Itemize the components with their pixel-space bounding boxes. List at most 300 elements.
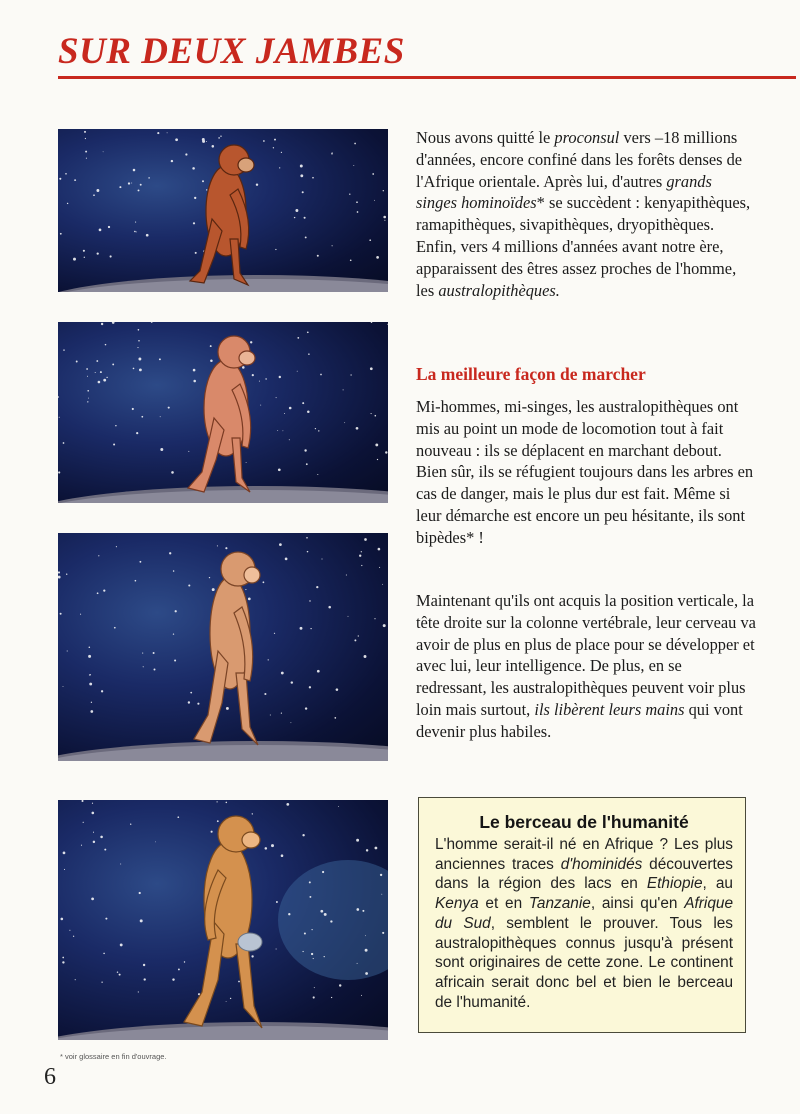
star <box>104 849 106 851</box>
star <box>138 189 140 191</box>
star <box>153 652 155 654</box>
star <box>366 849 368 851</box>
star <box>171 471 174 474</box>
star <box>377 459 378 460</box>
star <box>350 259 352 261</box>
star <box>246 462 247 463</box>
star <box>136 231 137 232</box>
star <box>331 153 333 155</box>
star <box>353 165 354 166</box>
star <box>105 344 107 346</box>
star <box>178 968 180 970</box>
star <box>62 961 64 963</box>
star <box>210 345 212 347</box>
star <box>194 197 196 199</box>
star <box>88 655 91 658</box>
star <box>382 932 384 934</box>
star <box>307 331 309 333</box>
star <box>304 932 306 934</box>
star <box>331 997 332 998</box>
star <box>139 368 142 371</box>
star <box>375 415 377 417</box>
star <box>119 974 121 976</box>
star <box>383 216 386 219</box>
star <box>387 324 388 325</box>
star <box>74 179 76 181</box>
star <box>383 624 386 627</box>
star <box>302 402 304 404</box>
star <box>108 226 110 228</box>
sidebar-text-part: , semblent le prouver. Tous les australopithèques connus jusqu'à présent sont originaires de cette zone. Le continent africain serait donc bel et bien le berceau de l'humanité. <box>435 914 733 1011</box>
star <box>193 380 196 383</box>
star <box>93 832 94 833</box>
star <box>73 936 74 937</box>
star <box>80 614 81 615</box>
star <box>380 874 382 876</box>
star <box>339 984 341 986</box>
star <box>140 919 143 922</box>
star <box>264 693 266 695</box>
star <box>137 347 138 348</box>
star <box>89 683 92 686</box>
sidebar-term: Kenya <box>435 895 479 913</box>
star <box>160 416 161 417</box>
star <box>63 686 64 687</box>
star <box>309 896 311 898</box>
star <box>300 627 303 630</box>
star <box>86 158 87 159</box>
star <box>171 160 173 162</box>
star <box>142 653 143 654</box>
intro-text: vers –18 millions d'années, encore confiné dans les forêts denses de l'Afrique orientale. Après lui, d'autres <box>416 128 743 191</box>
page-title: SUR DEUX JAMBES <box>58 31 405 72</box>
star <box>85 151 87 153</box>
star <box>206 189 207 190</box>
star <box>369 239 371 241</box>
star <box>270 715 271 716</box>
star <box>128 182 130 184</box>
star <box>281 672 284 675</box>
star <box>211 831 213 833</box>
star <box>374 200 375 201</box>
star <box>217 820 219 822</box>
star <box>101 690 103 692</box>
star <box>83 822 84 823</box>
star <box>322 871 324 873</box>
star <box>313 996 315 998</box>
star <box>336 688 339 691</box>
star <box>259 381 260 382</box>
star <box>91 898 94 901</box>
star <box>306 537 308 539</box>
star <box>305 707 307 709</box>
star <box>226 802 228 804</box>
star <box>140 184 142 186</box>
star <box>110 255 112 257</box>
star <box>188 584 190 586</box>
star <box>93 841 95 843</box>
star <box>97 592 99 594</box>
star <box>117 971 118 972</box>
star <box>289 407 292 410</box>
star <box>103 953 105 955</box>
star <box>209 577 210 578</box>
star <box>177 816 179 818</box>
star <box>263 140 265 142</box>
sidebar-text <box>435 835 733 1012</box>
star <box>361 565 362 566</box>
star <box>59 417 60 418</box>
star <box>81 800 83 802</box>
star <box>365 935 366 936</box>
star <box>374 618 375 619</box>
star <box>76 361 78 363</box>
star <box>69 930 70 931</box>
star <box>217 545 218 546</box>
star <box>93 194 95 196</box>
star <box>210 359 213 362</box>
star <box>119 186 121 188</box>
star <box>113 443 115 445</box>
star <box>364 538 367 541</box>
star <box>291 681 293 683</box>
star <box>65 173 67 175</box>
star <box>116 546 117 547</box>
star <box>84 257 85 258</box>
star <box>309 686 311 688</box>
star <box>317 670 320 673</box>
star <box>155 841 156 842</box>
star <box>173 633 174 634</box>
star <box>328 606 331 609</box>
star <box>95 372 96 373</box>
star <box>361 995 362 996</box>
star <box>324 956 325 957</box>
star <box>130 824 131 825</box>
star <box>112 322 115 324</box>
star <box>100 371 102 373</box>
star <box>365 949 368 952</box>
star <box>338 806 339 807</box>
star <box>248 598 251 601</box>
star <box>193 222 195 224</box>
star <box>279 167 280 168</box>
star <box>278 468 281 471</box>
title-rule <box>58 76 796 79</box>
star <box>132 408 134 410</box>
star <box>308 353 310 355</box>
star <box>61 918 64 921</box>
star <box>99 229 102 232</box>
intro-term-proconsul: proconsul <box>554 128 620 147</box>
intro-term-hominoides: grands singes hominoïdes <box>416 171 712 213</box>
star <box>63 442 65 444</box>
star <box>146 234 149 237</box>
star <box>265 847 268 850</box>
star <box>230 998 231 999</box>
sidebar-text-part: , au <box>702 875 733 893</box>
star <box>88 398 89 399</box>
star <box>106 377 107 378</box>
star <box>138 991 139 992</box>
star <box>288 913 290 915</box>
star <box>133 368 135 370</box>
star <box>81 845 82 846</box>
star <box>87 401 88 402</box>
star <box>357 211 359 213</box>
star <box>276 397 277 398</box>
section-paragraph-1: Mi-hommes, mi-singes, les australopithèques ont mis au point un mode de locomotion tout à fait nouveau : ils se déplacent en marchant debout. Bien sûr, ils se réfugient toujours dans les arbres en cas de danger, mais le plus dur est fait. Même si leur démarche est encore un peu hésitante, ils sont bipèdes* ! <box>416 397 754 547</box>
star <box>135 580 137 582</box>
star <box>63 349 64 350</box>
star <box>75 979 76 980</box>
star <box>96 360 98 362</box>
star <box>133 169 136 172</box>
star <box>332 245 333 246</box>
star <box>206 141 207 142</box>
intro-paragraph <box>416 127 756 301</box>
star <box>279 543 282 546</box>
star <box>263 581 265 583</box>
star <box>143 666 144 667</box>
star <box>212 145 215 148</box>
star <box>314 987 315 988</box>
sidebar-term: Afrique du Sud <box>435 895 733 932</box>
star <box>175 138 178 141</box>
star <box>294 217 295 218</box>
star <box>226 707 229 710</box>
star <box>188 701 190 703</box>
star <box>58 576 61 579</box>
star <box>92 812 95 815</box>
star <box>268 659 269 660</box>
star <box>274 139 276 141</box>
star <box>84 131 86 133</box>
star <box>279 376 281 378</box>
sidebar-box <box>418 797 746 1033</box>
star <box>193 369 196 372</box>
star <box>131 183 132 184</box>
star <box>350 374 351 375</box>
star <box>307 410 310 413</box>
star <box>359 555 361 557</box>
star <box>286 803 289 806</box>
star <box>273 147 274 148</box>
star <box>302 834 304 836</box>
star <box>226 1001 227 1002</box>
star <box>304 449 306 451</box>
illustration-australopithecus-holding-stone <box>58 800 388 1040</box>
star <box>382 584 383 585</box>
star <box>304 217 306 219</box>
star <box>276 901 278 903</box>
star <box>321 558 322 559</box>
star <box>277 430 278 431</box>
star <box>300 174 303 177</box>
star <box>89 646 91 648</box>
star <box>151 322 153 323</box>
star <box>115 425 116 426</box>
star <box>92 803 93 804</box>
star <box>98 381 101 384</box>
star <box>190 692 192 694</box>
star <box>105 918 107 920</box>
star <box>160 448 163 451</box>
star <box>202 138 205 141</box>
star <box>312 177 314 179</box>
star <box>59 178 61 180</box>
star <box>317 474 318 475</box>
star <box>281 152 282 153</box>
star <box>62 957 64 959</box>
star <box>185 153 187 155</box>
sidebar-term: Tanzanie <box>528 895 591 913</box>
star <box>174 659 176 661</box>
star <box>103 151 104 152</box>
star <box>225 547 227 549</box>
star <box>364 655 367 658</box>
star <box>371 322 373 323</box>
star <box>375 443 378 446</box>
star <box>136 432 138 434</box>
star <box>242 366 245 369</box>
star <box>311 929 312 930</box>
star <box>139 561 141 563</box>
star <box>356 201 358 203</box>
star <box>67 203 68 204</box>
paragraph-text: qui vont devenir plus habiles. <box>416 699 743 741</box>
star <box>120 943 123 946</box>
star <box>285 558 288 561</box>
star <box>202 180 204 182</box>
star <box>348 616 349 617</box>
star <box>172 978 174 980</box>
star <box>276 948 277 949</box>
star <box>362 910 364 912</box>
star <box>87 376 88 377</box>
star <box>63 852 66 855</box>
star <box>317 255 319 257</box>
section-paragraph-2 <box>416 590 756 743</box>
star <box>356 839 359 842</box>
star <box>112 363 114 365</box>
intro-text: Nous avons quitté le <box>416 128 555 147</box>
star <box>252 813 253 814</box>
star <box>192 167 195 170</box>
star <box>114 627 116 629</box>
star <box>344 422 345 423</box>
star <box>302 191 304 193</box>
star <box>67 650 68 651</box>
star <box>385 451 387 453</box>
star <box>343 389 344 390</box>
star <box>375 847 378 850</box>
star <box>85 138 86 139</box>
sidebar-text-part: , ainsi qu'en <box>590 895 685 913</box>
star <box>167 132 168 133</box>
star <box>274 633 275 634</box>
star <box>138 358 141 361</box>
star <box>300 165 303 168</box>
star <box>60 233 62 235</box>
section-heading: La meilleure façon de marcher <box>416 364 646 384</box>
star <box>252 374 254 376</box>
star <box>306 463 308 465</box>
star <box>60 613 62 615</box>
star <box>282 430 283 431</box>
paragraph-text: Maintenant qu'ils ont acquis la position verticale, la tête droite sur la colonne vertébrale, leur cerveau va avoir de plus en plus de place pour se développer et avec lui, leur intelligence. De plus, en se redressant, les australopithèques peuvent voir plus loin mais surtout, <box>416 591 756 719</box>
star <box>290 722 291 723</box>
star <box>371 413 372 414</box>
footnote: * voir glossaire en fin d'ouvrage. <box>60 1052 167 1061</box>
star <box>318 430 319 431</box>
star <box>320 910 323 913</box>
star <box>302 951 303 952</box>
illustration-ape-walking <box>58 129 388 292</box>
star <box>103 589 105 591</box>
page-number: 6 <box>44 1064 56 1090</box>
star <box>159 358 161 360</box>
star <box>91 702 92 703</box>
star <box>188 451 189 452</box>
star <box>173 570 175 572</box>
star <box>250 341 252 343</box>
star <box>90 710 93 713</box>
star <box>100 836 103 839</box>
star <box>101 323 103 325</box>
star <box>218 137 220 139</box>
star <box>313 958 314 959</box>
star <box>307 551 309 553</box>
star <box>64 869 65 870</box>
star <box>310 628 311 629</box>
star <box>289 439 290 440</box>
sidebar-term: Ethiopie <box>646 875 703 893</box>
star <box>86 368 88 370</box>
star <box>324 913 327 916</box>
star <box>356 427 359 430</box>
star <box>134 231 135 232</box>
star <box>98 555 99 556</box>
star <box>354 639 356 641</box>
paragraph-emphasis: ils libèrent leurs mains <box>534 699 685 719</box>
illustration-australopithecus-hunched <box>58 322 388 503</box>
star <box>148 177 150 179</box>
star <box>58 396 59 398</box>
star <box>87 390 89 392</box>
star <box>383 190 384 191</box>
intro-text: * se succèdent : kenyapithèques, ramapithèques, sivapithèques, dryopithèques. Enfin, vers 4 millions d'années avant notre ère, apparaissent des êtres assez proches de l'homme, les <box>416 193 751 300</box>
star <box>144 978 146 980</box>
star <box>138 340 140 342</box>
sidebar-title: Le berceau de l'humanité <box>479 812 689 832</box>
star <box>139 892 141 894</box>
sidebar-text-part: et en <box>478 895 529 913</box>
star <box>169 552 171 554</box>
star <box>83 250 85 252</box>
star <box>358 635 359 636</box>
sidebar-term: d'hominidés <box>560 855 643 873</box>
star <box>281 854 284 857</box>
star <box>297 371 298 372</box>
star <box>356 908 359 911</box>
star <box>309 600 310 601</box>
star <box>361 551 362 552</box>
star <box>271 844 274 847</box>
star <box>58 571 60 573</box>
star <box>275 249 276 250</box>
star <box>357 963 358 964</box>
